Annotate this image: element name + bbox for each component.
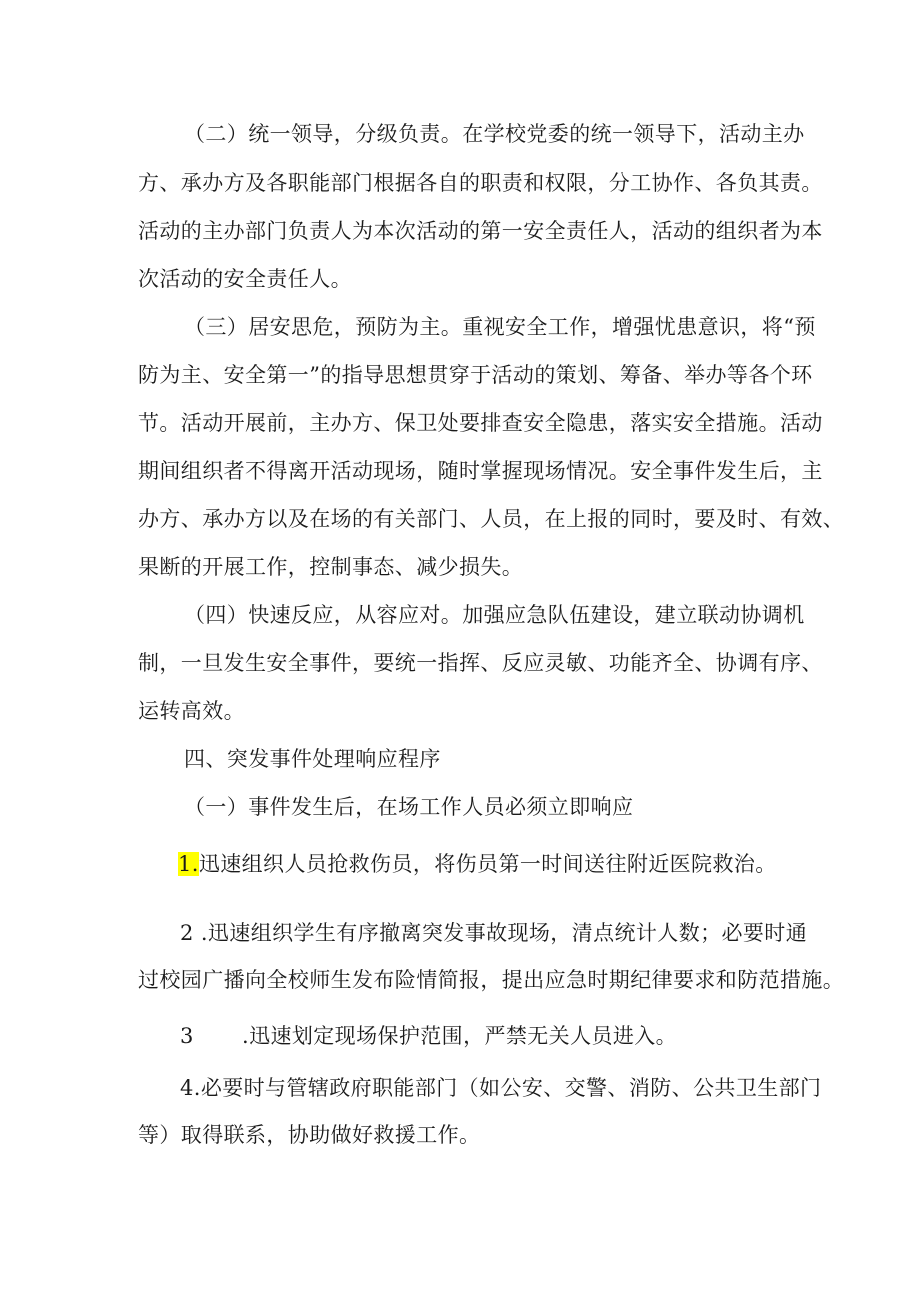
- list-item-1: [178, 851, 777, 877]
- list-item-2-line-2: 过校园广播向全校师生发布险情简报，提出应急时期纪律要求和防范措施。: [138, 968, 845, 992]
- paragraph-2-line-1: （二）统一领导，分级负责。在学校党委的统一领导下，活动主办: [184, 122, 805, 146]
- list-item-3-text: .迅速划定现场保护范围，严禁无关人员进入。: [242, 1024, 678, 1048]
- paragraph-4-line-2: 制，一旦发生安全事件，要统一指挥、反应灵敏、功能齐全、协调有序、: [138, 651, 823, 675]
- paragraph-3-line-2: 防为主、安全第一”的指导思想贯穿于活动的策划、筹备、举办等各个环: [138, 363, 813, 387]
- paragraph-4-line-1: （四）快速反应，从容应对。加强应急队伍建设，建立联动协调机: [184, 603, 805, 627]
- list-item-1-number: 1.: [178, 852, 199, 876]
- subsection-heading: （一）事件发生后，在场工作人员必须立即响应: [184, 795, 634, 819]
- list-item-4-line-2: 等）取得联系，协助做好救援工作。: [138, 1123, 481, 1147]
- list-item-1-text: 迅速组织人员抢救伤员，将伤员第一时间送往附近医院救治。: [198, 852, 777, 876]
- paragraph-3-line-6: 果断的开展工作，控制事态、减少损失。: [138, 555, 524, 579]
- paragraph-2-line-4: 次活动的安全责任人。: [138, 267, 352, 291]
- list-item-4-line-1: 4.必要时与管辖政府职能部门（如公安、交警、消防、公共卫生部门: [180, 1076, 822, 1100]
- paragraph-2-line-3: 活动的主办部门负责人为本次活动的第一安全责任人，活动的组织者为本: [138, 219, 823, 243]
- paragraph-3-line-1: （三）居安思危，预防为主。重视安全工作，增强忧患意识，将“预: [184, 315, 816, 339]
- list-item-2-line-1: 2 .迅速组织学生有序撤离突发事故现场，清点统计人数；必要时通: [180, 921, 808, 945]
- list-item-3-number: 3: [180, 1024, 194, 1048]
- paragraph-3-line-5: 办方、承办方以及在场的有关部门、人员，在上报的同时，要及时、有效、: [138, 507, 845, 531]
- paragraph-2-line-2: 方、承办方及各职能部门根据各自的职责和权限，分工协作、各负其责。: [138, 171, 823, 195]
- section-heading: 四、突发事件处理响应程序: [184, 747, 441, 771]
- paragraph-4-line-3: 运转高效。: [138, 699, 245, 723]
- paragraph-3-line-3: 节。活动开展前，主办方、保卫处要排查安全隐患，落实安全措施。活动: [138, 411, 823, 435]
- list-item-3: [180, 1023, 677, 1049]
- paragraph-3-line-4: 期间组织者不得离开活动现场，随时掌握现场情况。安全事件发生后，主: [138, 459, 823, 483]
